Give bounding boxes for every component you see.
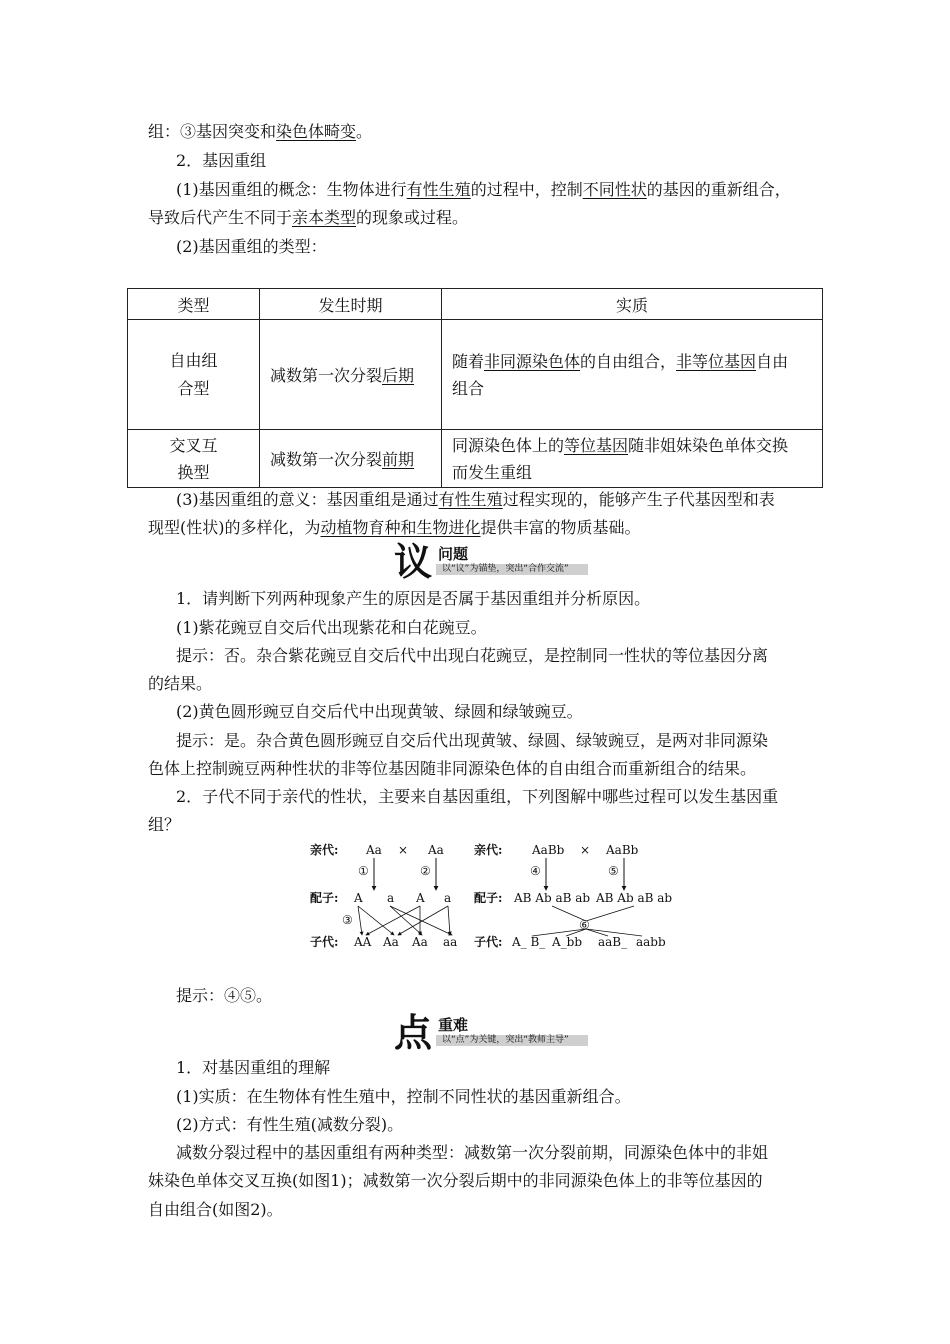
paragraph-line: 减数分裂过程中的基因重组有两种类型：减数第一次分裂前期，同源染色体中的非姐 xyxy=(176,1143,769,1162)
table-header: 实质 xyxy=(442,289,823,320)
table-header: 发生时期 xyxy=(260,289,442,320)
table-cell xyxy=(442,320,823,430)
hint-line: 提示：是。杂合黄色圆形豌豆自交后代出现黄皱、绿圆、绿皱豌豆，是两对非同源染 xyxy=(176,731,769,750)
paragraph-line: (1)实质：在生物体有性生殖中，控制不同性状的基因重新组合。 xyxy=(176,1087,631,1106)
parent-label: 亲代: xyxy=(310,843,339,857)
banner-subtitle: 以“点”为关键，突出“教师主导” xyxy=(442,1035,569,1045)
question-line: 组？ xyxy=(148,815,181,834)
banner-big-char: 点 xyxy=(394,1011,433,1055)
text: 的自由组合， xyxy=(580,351,677,371)
parent-genotype: Aa xyxy=(366,843,382,857)
recombination-table xyxy=(127,288,823,488)
process-number: ① xyxy=(358,864,369,878)
paragraph-line xyxy=(148,517,641,539)
text: 自由 xyxy=(756,351,789,371)
text: 导致后代产生不同于 xyxy=(148,208,293,227)
offspring: A_bb xyxy=(552,935,583,949)
underlined-term: 染色体畸变 xyxy=(276,122,357,141)
cross-symbol: × xyxy=(580,843,591,857)
underlined-term: 动植物育种和生物进化 xyxy=(320,518,481,537)
offspring: AA xyxy=(354,935,372,949)
offspring: A_ B_ xyxy=(512,935,546,949)
offspring: aaB_ xyxy=(598,935,628,949)
offspring-label: 子代: xyxy=(474,935,503,949)
banner-subtitle: 以“议”为锚垫，突出“合作交流” xyxy=(442,564,569,574)
text: 随非姐妹染色单体交换 xyxy=(628,435,789,455)
text: 的基因的重新组合， xyxy=(646,180,791,199)
question-line: 1．请判断下列两种现象产生的原因是否属于基因重组并分析原因。 xyxy=(176,589,651,608)
text: 交叉互 xyxy=(169,435,218,455)
left-cross-diagram xyxy=(310,842,457,949)
parent-label: 亲代: xyxy=(474,843,503,857)
text: 现型(性状)的多样化，为 xyxy=(148,518,321,537)
paragraph-line: 自由组合(如图2)。 xyxy=(148,1200,283,1219)
types-title: (2)基因重组的类型： xyxy=(176,237,327,256)
gamete: a xyxy=(387,891,395,905)
text: 减数第一次分裂 xyxy=(270,450,383,469)
text: 组：③基因突变和 xyxy=(148,122,277,141)
question-line: (2)黄色圆形豌豆自交后代中出现黄皱、绿圆和绿皱豌豆。 xyxy=(176,702,583,721)
parent-genotype: Aa xyxy=(428,843,444,857)
paragraph-line xyxy=(148,207,468,229)
table-row xyxy=(128,320,823,430)
parent-genotype: AaBb xyxy=(606,843,639,857)
paragraph-line xyxy=(176,179,791,201)
gamete-set: AB Ab aB ab xyxy=(514,891,591,905)
right-cross-diagram xyxy=(474,842,672,949)
underlined-term: 有性生殖 xyxy=(438,490,503,509)
table-cell xyxy=(260,430,442,488)
process-number: ⑤ xyxy=(608,864,619,878)
question-line: (1)紫花豌豆自交后代出现紫花和白花豌豆。 xyxy=(176,618,487,637)
paragraph-line: (2)方式：有性生殖(减数分裂)。 xyxy=(176,1115,404,1134)
underlined-term: 不同性状 xyxy=(582,180,647,199)
section-heading: 2．基因重组 xyxy=(176,151,267,170)
text: 换型 xyxy=(177,462,210,482)
gamete: a xyxy=(444,891,452,905)
process-number: ② xyxy=(420,864,431,878)
banner-big-char: 议 xyxy=(394,540,433,584)
underlined-term: 非同源染色体 xyxy=(484,351,581,371)
text: (3)基因重组的意义：基因重组是通过 xyxy=(176,490,439,509)
paragraph-line: 妹染色单体交叉互换(如图1)；减数第一次分裂后期中的非同源染色体上的非等位基因的 xyxy=(148,1171,763,1190)
table-header: 类型 xyxy=(128,289,260,320)
fertilization-lines xyxy=(358,906,452,935)
table-cell xyxy=(128,320,260,430)
text: 而发生重组 xyxy=(452,462,533,482)
gamete-set: AB Ab aB ab xyxy=(596,891,673,905)
text: 随着 xyxy=(452,351,485,371)
paragraph-line xyxy=(176,489,775,511)
underlined-term: 前期 xyxy=(382,450,415,469)
paragraph-line xyxy=(148,121,372,143)
text: 过程实现的，能够产生子代基因型和表 xyxy=(502,490,775,509)
table-cell xyxy=(442,430,823,488)
table-cell xyxy=(260,320,442,430)
gamete: A xyxy=(416,891,425,905)
text: 自由组 xyxy=(169,350,218,370)
text: 组合 xyxy=(452,378,485,398)
banner-title: 重难 xyxy=(438,1016,469,1034)
underlined-term: 亲本类型 xyxy=(292,208,357,227)
text: 提供丰富的物质基础。 xyxy=(480,518,641,537)
question-line: 2．子代不同于亲代的性状，主要来自基因重组，下列图解中哪些过程可以发生基因重 xyxy=(176,787,779,806)
process-number: ⑥ xyxy=(579,918,590,932)
text: 。 xyxy=(356,122,373,141)
text: 的过程中，控制 xyxy=(470,180,583,199)
gamete: A xyxy=(354,891,363,905)
text: (1)基因重组的概念：生物体进行 xyxy=(176,180,407,199)
process-number: ④ xyxy=(530,864,541,878)
recombination-diagram xyxy=(300,836,680,956)
underlined-term: 非等位基因 xyxy=(676,351,757,371)
table-header-row xyxy=(128,289,823,320)
table-row xyxy=(128,430,823,488)
key-points-banner xyxy=(394,1011,594,1056)
hint-line: 提示：否。杂合紫花豌豆自交后代中出现白花豌豆，是控制同一性状的等位基因分离 xyxy=(176,646,769,665)
underlined-term: 有性生殖 xyxy=(406,180,471,199)
offspring: aabb xyxy=(636,935,666,949)
parent-genotype: AaBb xyxy=(532,843,565,857)
text: 合型 xyxy=(177,378,210,398)
hint-line: 的结果。 xyxy=(148,674,213,693)
cross-symbol: × xyxy=(398,843,409,857)
offspring: Aa xyxy=(412,935,428,949)
underlined-term: 等位基因 xyxy=(564,435,629,455)
table-cell xyxy=(128,430,260,488)
text: 同源染色体上的 xyxy=(452,435,565,455)
banner-title: 问题 xyxy=(438,545,469,563)
discussion-banner xyxy=(394,540,594,585)
gamete-label: 配子: xyxy=(310,891,339,905)
text: 的现象或过程。 xyxy=(356,208,469,227)
section-heading: 1．对基因重组的理解 xyxy=(176,1058,331,1077)
underlined-term: 后期 xyxy=(382,366,415,385)
offspring: Aa xyxy=(383,935,399,949)
hint-line: 色体上控制豌豆两种性状的非等位基因随非同源染色体的自由组合而重新组合的结果。 xyxy=(148,759,757,778)
hint-line: 提示：④⑤。 xyxy=(176,986,273,1005)
offspring: aa xyxy=(443,935,458,949)
offspring-label: 子代: xyxy=(310,935,339,949)
process-number: ③ xyxy=(342,913,353,927)
text: 减数第一次分裂 xyxy=(270,366,383,385)
gamete-label: 配子: xyxy=(474,891,503,905)
